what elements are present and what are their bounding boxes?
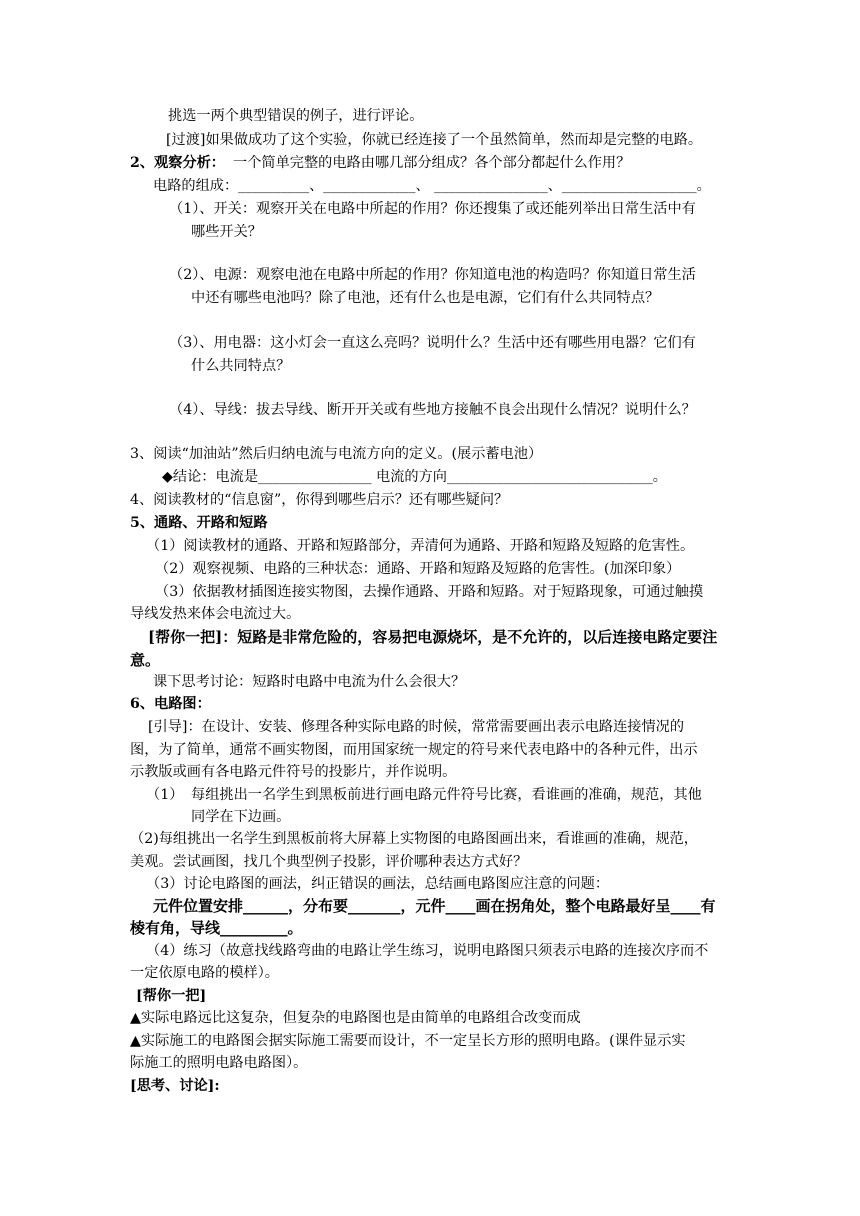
tip-heading: [帮你一把] xyxy=(136,988,207,1004)
text-line: 美观。尝试画图，找几个典型例子投影，评价哪种表达方式好？ xyxy=(130,854,528,870)
text-line: 4、阅读教材的“信息窗”，你得到哪些启示？还有哪些疑问？ xyxy=(130,492,509,508)
section-heading: 6、电路图： xyxy=(130,696,211,712)
text-line: （2）观察视频、电路的三种状态：通路、开路和短路及短路的危害性。(加深印象） xyxy=(155,561,681,577)
text-line: （1）阅读教材的通路、开路和短路部分，弄清何为通路、开路和短路及短路的危害性。 xyxy=(146,538,695,554)
tip-line: [帮你一把]：短路是非常危险的，容易把电源烧坏，是不允许的，以后连接电路定要注 xyxy=(148,628,718,646)
text-line: 3、阅读“加油站”然后归纳电流与电流方向的定义。(展示蓄电池） xyxy=(130,446,543,462)
text-line: 中还有哪些电池吗？除了电池，还有什么也是电源，它们有什么共同特点？ xyxy=(191,290,660,306)
text-line: 课下思考讨论：短路时电路中电流为什么会很大？ xyxy=(153,674,466,690)
text-line: （4）练习（故意找线路弯曲的电路让学生练习，说明电路图只须表示电路的连接次序而不 xyxy=(146,943,709,959)
section-heading: 2、观察分析： xyxy=(130,155,225,171)
text-line: 际施工的照明电路电路图）。 xyxy=(130,1055,308,1071)
text-line: （2）、电源：观察电池在电路中所起的作用？你知道电池的构造吗？你知道日常生活 xyxy=(169,267,696,283)
text-line: 一个简单完整的电路由哪几部分组成？各个部分都起什么作用？ xyxy=(233,155,631,171)
text-line: （3）、用电器：这小灯会一直这么亮吗？说明什么？生活中还有哪些用电器？它们有 xyxy=(169,335,696,351)
section-heading: 5、通路、开路和短路 xyxy=(130,515,268,531)
text-line: 电路的组成：__________、_____________、 ________________、___________________。 xyxy=(153,178,711,194)
fill-in-line: 棱有角，导线_________。 xyxy=(130,919,303,937)
conclusion-line: ◆结论：电流是________________ 电流的方向_____________________________。 xyxy=(162,469,667,485)
fill-in-line: 元件位置安排______，分布要_______，元件____画在拐角处，整个电路最好呈____有 xyxy=(153,897,716,915)
text-line: 示教版或画有各电路元件符号的投影片，并作说明。 xyxy=(130,764,457,780)
bullet-line: ▲实际施工的电路图会据实际施工需要而设计，不一定呈长方形的照明电路。(课件显示实 xyxy=(130,1033,686,1049)
text-line: 一定依原电路的模样）。 xyxy=(130,965,279,981)
text-line: 图，为了简单，通常不画实物图，而用国家统一规定的符号来代表电路中的各种元件，出示 xyxy=(130,742,698,758)
list-marker: （1） xyxy=(146,787,184,803)
tip-line: 意。 xyxy=(130,651,161,669)
text-line: 什么共同特点？ xyxy=(191,358,291,374)
text-line: [过渡]如果做成功了这个实验，你就已经连接了一个虽然简单，然而却是完整的电路。 xyxy=(166,132,703,148)
text-line: 挑选一两个典型错误的例子，进行评论。 xyxy=(168,108,424,124)
text-line: （2)每组挑出一名学生到黑板前将大屏幕上实物图的电路图画出来，看谁画的准确，规范， xyxy=(130,831,698,847)
text-line: （4）、导线：拔去导线、断开开关或有些地方接触不良会出现什么情况？说明什么？ xyxy=(169,402,696,418)
text-line: 导线发热来体会电流过大。 xyxy=(130,606,301,622)
text-line: （3）讨论电路图的画法，纠正错误的画法，总结画电路图应注意的问题： xyxy=(146,876,610,892)
text-line: [引导]：在设计、安装、修理各种实际电路的时候，常常需要画出表示电路连接情况的 xyxy=(148,719,685,735)
discussion-heading: [思考、讨论]: xyxy=(130,1078,220,1094)
text-line: （3）依据教材插图连接实物图，去操作通路、开路和短路。对于短路现象，可通过触摸 xyxy=(155,584,704,600)
text-line: （1）、开关：观察开关在电路中所起的作用？你还搜集了或还能列举出日常生活中有 xyxy=(169,201,696,217)
text-line: 同学在下边画。 xyxy=(191,809,291,825)
bullet-line: ▲实际电路远比这复杂，但复杂的电路图也是由简单的电路组合改变而成 xyxy=(130,1010,581,1026)
text-line: 哪些开关？ xyxy=(191,224,262,240)
text-line: 每组挑出一名学生到黑板前进行画电路元件符号比赛，看谁画的准确，规范，其他 xyxy=(191,787,702,803)
